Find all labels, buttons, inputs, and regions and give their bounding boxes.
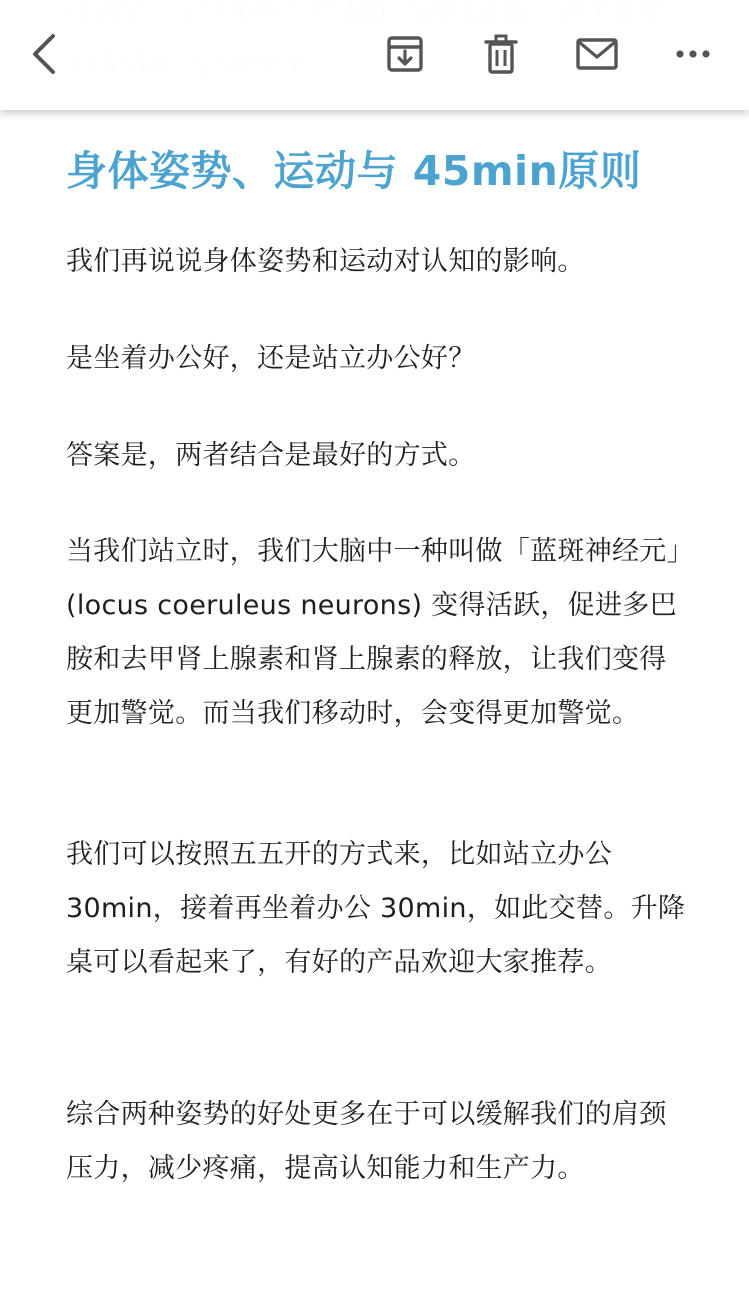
section-heading: 身体姿势、运动与 45min原则 (66, 147, 642, 195)
envelope-icon (575, 37, 619, 71)
paragraph: 综合两种姿势的好处更多在于可以缓解我们的肩颈压力，减少疼痛，提高认知能力和生产力。 (66, 1099, 667, 1184)
chevron-left-icon (29, 32, 59, 76)
paragraph: 当我们站立时，我们大脑中一种叫做「蓝斑神经元」(locus coeruleus neurons) 变得活跃，促进多巴胺和去甲肾上腺素和肾上腺素的释放，让我们变得更加警觉。而当我们移动时，会变得更加警觉。 (66, 536, 681, 729)
trash-button[interactable] (477, 30, 525, 78)
archive-box-icon (385, 34, 425, 74)
top-toolbar (0, 0, 749, 110)
back-button[interactable] (20, 30, 68, 78)
trash-icon (483, 34, 519, 74)
mail-button[interactable] (573, 30, 621, 78)
paragraph: 是坐着办公好，还是站立办公好？ (66, 343, 476, 374)
article-body (66, 136, 686, 1184)
more-horizontal-icon (675, 49, 711, 59)
more-button[interactable] (669, 30, 717, 78)
paragraph: 我们再说说身体姿势和运动对认知的影响。 (66, 246, 585, 277)
archive-button[interactable] (381, 30, 429, 78)
paragraph: 答案是，两者结合是最好的方式。 (66, 440, 476, 471)
paragraph: 我们可以按照五五开的方式来，比如站立办公 30min，接着再坐着办公 30min，如此交替。升降桌可以看起来了，有好的产品欢迎大家推荐。 (66, 839, 686, 978)
